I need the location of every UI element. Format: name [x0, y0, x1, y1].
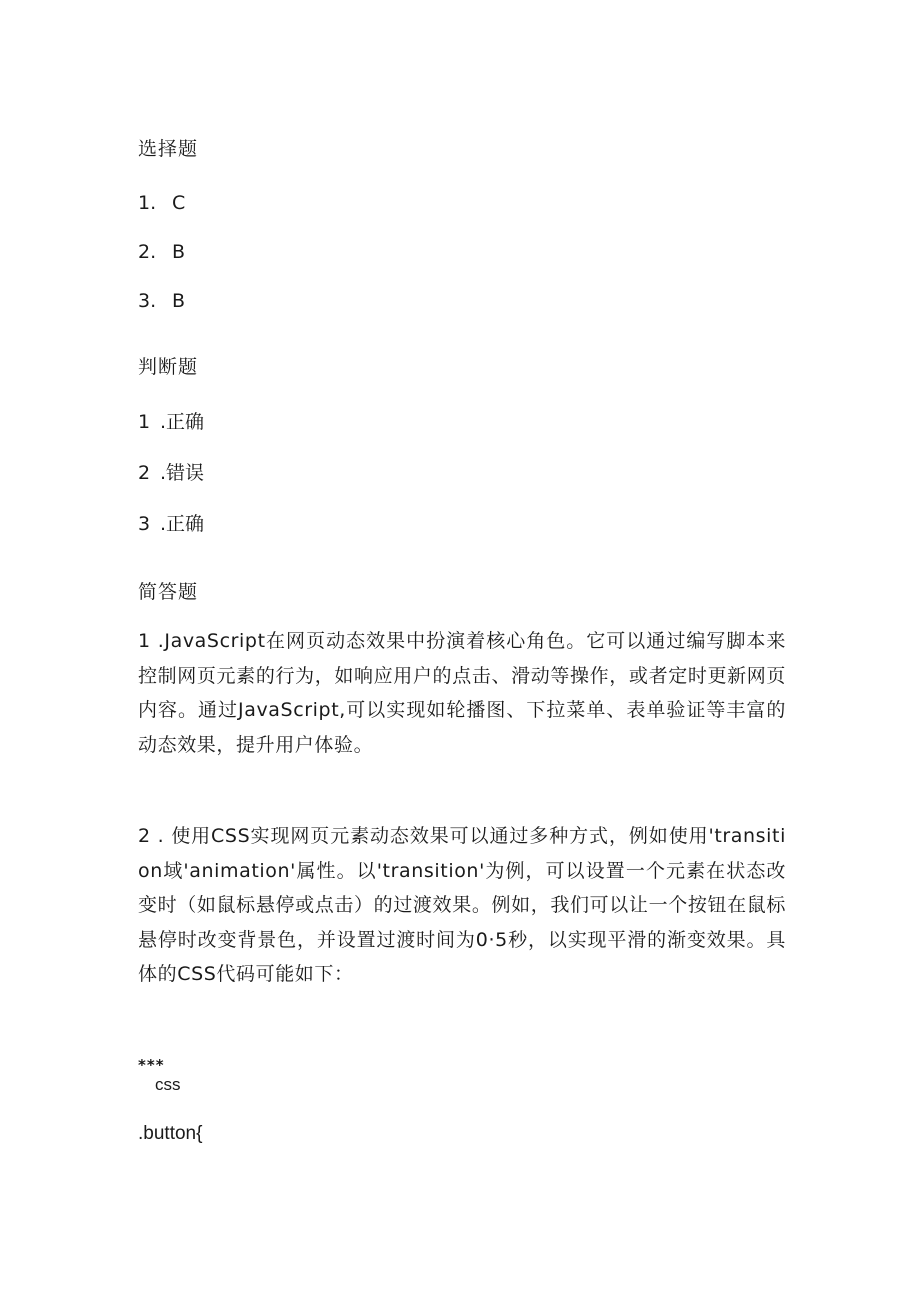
truefalse-item-number: 3 — [138, 513, 151, 535]
truefalse-item-1 — [138, 410, 204, 434]
code-language-label: css — [155, 1075, 181, 1094]
choice-item-1 — [138, 191, 185, 215]
code-fence-marker: *** — [138, 1056, 165, 1074]
choice-item-answer: C — [172, 192, 186, 214]
choice-item-number: 2. — [138, 241, 157, 263]
section-heading-choice: 选择题 — [138, 138, 199, 160]
choice-item-answer: B — [172, 290, 186, 312]
choice-item-number: 3. — [138, 290, 157, 312]
short-answer-paragraph-2: 2 . 使用CSS实现网页元素动态效果可以通过多种方式，例如使用'transition域'animation'属性。以'transition'为例，可以设置一个元素在状态改变时（如鼠标悬停或点击）的过渡效果。例如，我们可以让一个按钮在鼠标悬停时改变背景色，并设置过渡时间为0·5秒，以实现平滑的渐变效果。具体的CSS代码可能如下： — [138, 825, 786, 986]
truefalse-item-answer: .错误 — [160, 462, 205, 484]
truefalse-item-2 — [138, 461, 204, 485]
truefalse-item-answer: .正确 — [160, 513, 205, 535]
section-heading-truefalse: 判断题 — [138, 356, 199, 378]
choice-item-2 — [138, 240, 185, 264]
choice-item-answer: B — [172, 241, 186, 263]
truefalse-item-number: 1 — [138, 411, 151, 433]
truefalse-item-answer: .正确 — [160, 411, 205, 433]
section-heading-short: 简答题 — [138, 581, 199, 603]
choice-item-number: 1. — [138, 192, 157, 214]
truefalse-item-3 — [138, 512, 204, 536]
truefalse-item-number: 2 — [138, 462, 151, 484]
code-line: .button{ — [138, 1123, 203, 1144]
choice-item-3 — [138, 289, 185, 313]
short-answer-paragraph-1: 1 .JavaScript在网页动态效果中扮演着核心角色。它可以通过编写脚本来控制网页元素的行为，如响应用户的点击、滑动等操作，或者定时更新网页内容。通过JavaScript,可以实现如轮播图、下拉菜单、表单验证等丰富的动态效果，提升用户体验。 — [138, 630, 786, 756]
